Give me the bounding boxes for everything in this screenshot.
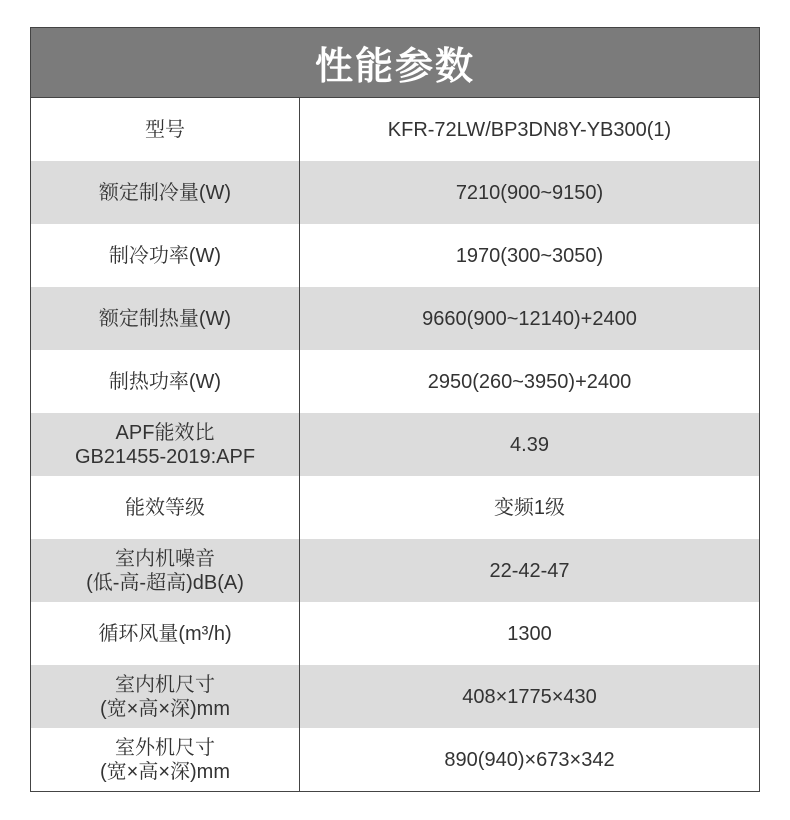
spec-label: 室内机尺寸 (宽×高×深)mm [31,665,300,728]
spec-label: 额定制冷量(W) [31,161,300,224]
spec-value: 408×1775×430 [300,665,759,728]
spec-value: 4.39 [300,413,759,476]
table-row [31,287,759,350]
table-row [31,350,759,413]
table-body [31,98,759,791]
spec-label: 额定制热量(W) [31,287,300,350]
spec-label: 室内机噪音 (低-高-超高)dB(A) [31,539,300,602]
table-row [31,539,759,602]
spec-label: 制热功率(W) [31,350,300,413]
spec-value: 22-42-47 [300,539,759,602]
spec-label: 制冷功率(W) [31,224,300,287]
spec-label: 能效等级 [31,476,300,539]
spec-value: 1970(300~3050) [455,244,604,267]
spec-label: 型号 [31,98,300,161]
spec-label: 室外机尺寸 (宽×高×深)mm [31,728,300,791]
spec-value: 2950(260~3950)+2400 [427,370,632,393]
spec-table [30,27,760,792]
spec-value: 890(940)×673×342 [444,748,615,771]
spec-value: KFR-72LW/BP3DN8Y-YB300(1) [387,118,672,141]
table-row [31,161,759,224]
spec-value: 变频1级 [493,496,566,519]
spec-label: APF能效比 GB21455-2019:APF [31,413,300,476]
table-row [31,413,759,476]
table-row [31,665,759,728]
table-row [31,728,759,791]
table-row [31,224,759,287]
spec-value: 1300 [507,622,552,645]
table-row [31,98,759,161]
spec-value: 7210(900~9150) [300,161,759,224]
table-row [31,602,759,665]
spec-label: 循环风量(m³/h) [31,602,300,665]
spec-value: 9660(900~12140)+2400 [300,287,759,350]
table-row [31,476,759,539]
table-title: 性能参数 [31,28,759,98]
